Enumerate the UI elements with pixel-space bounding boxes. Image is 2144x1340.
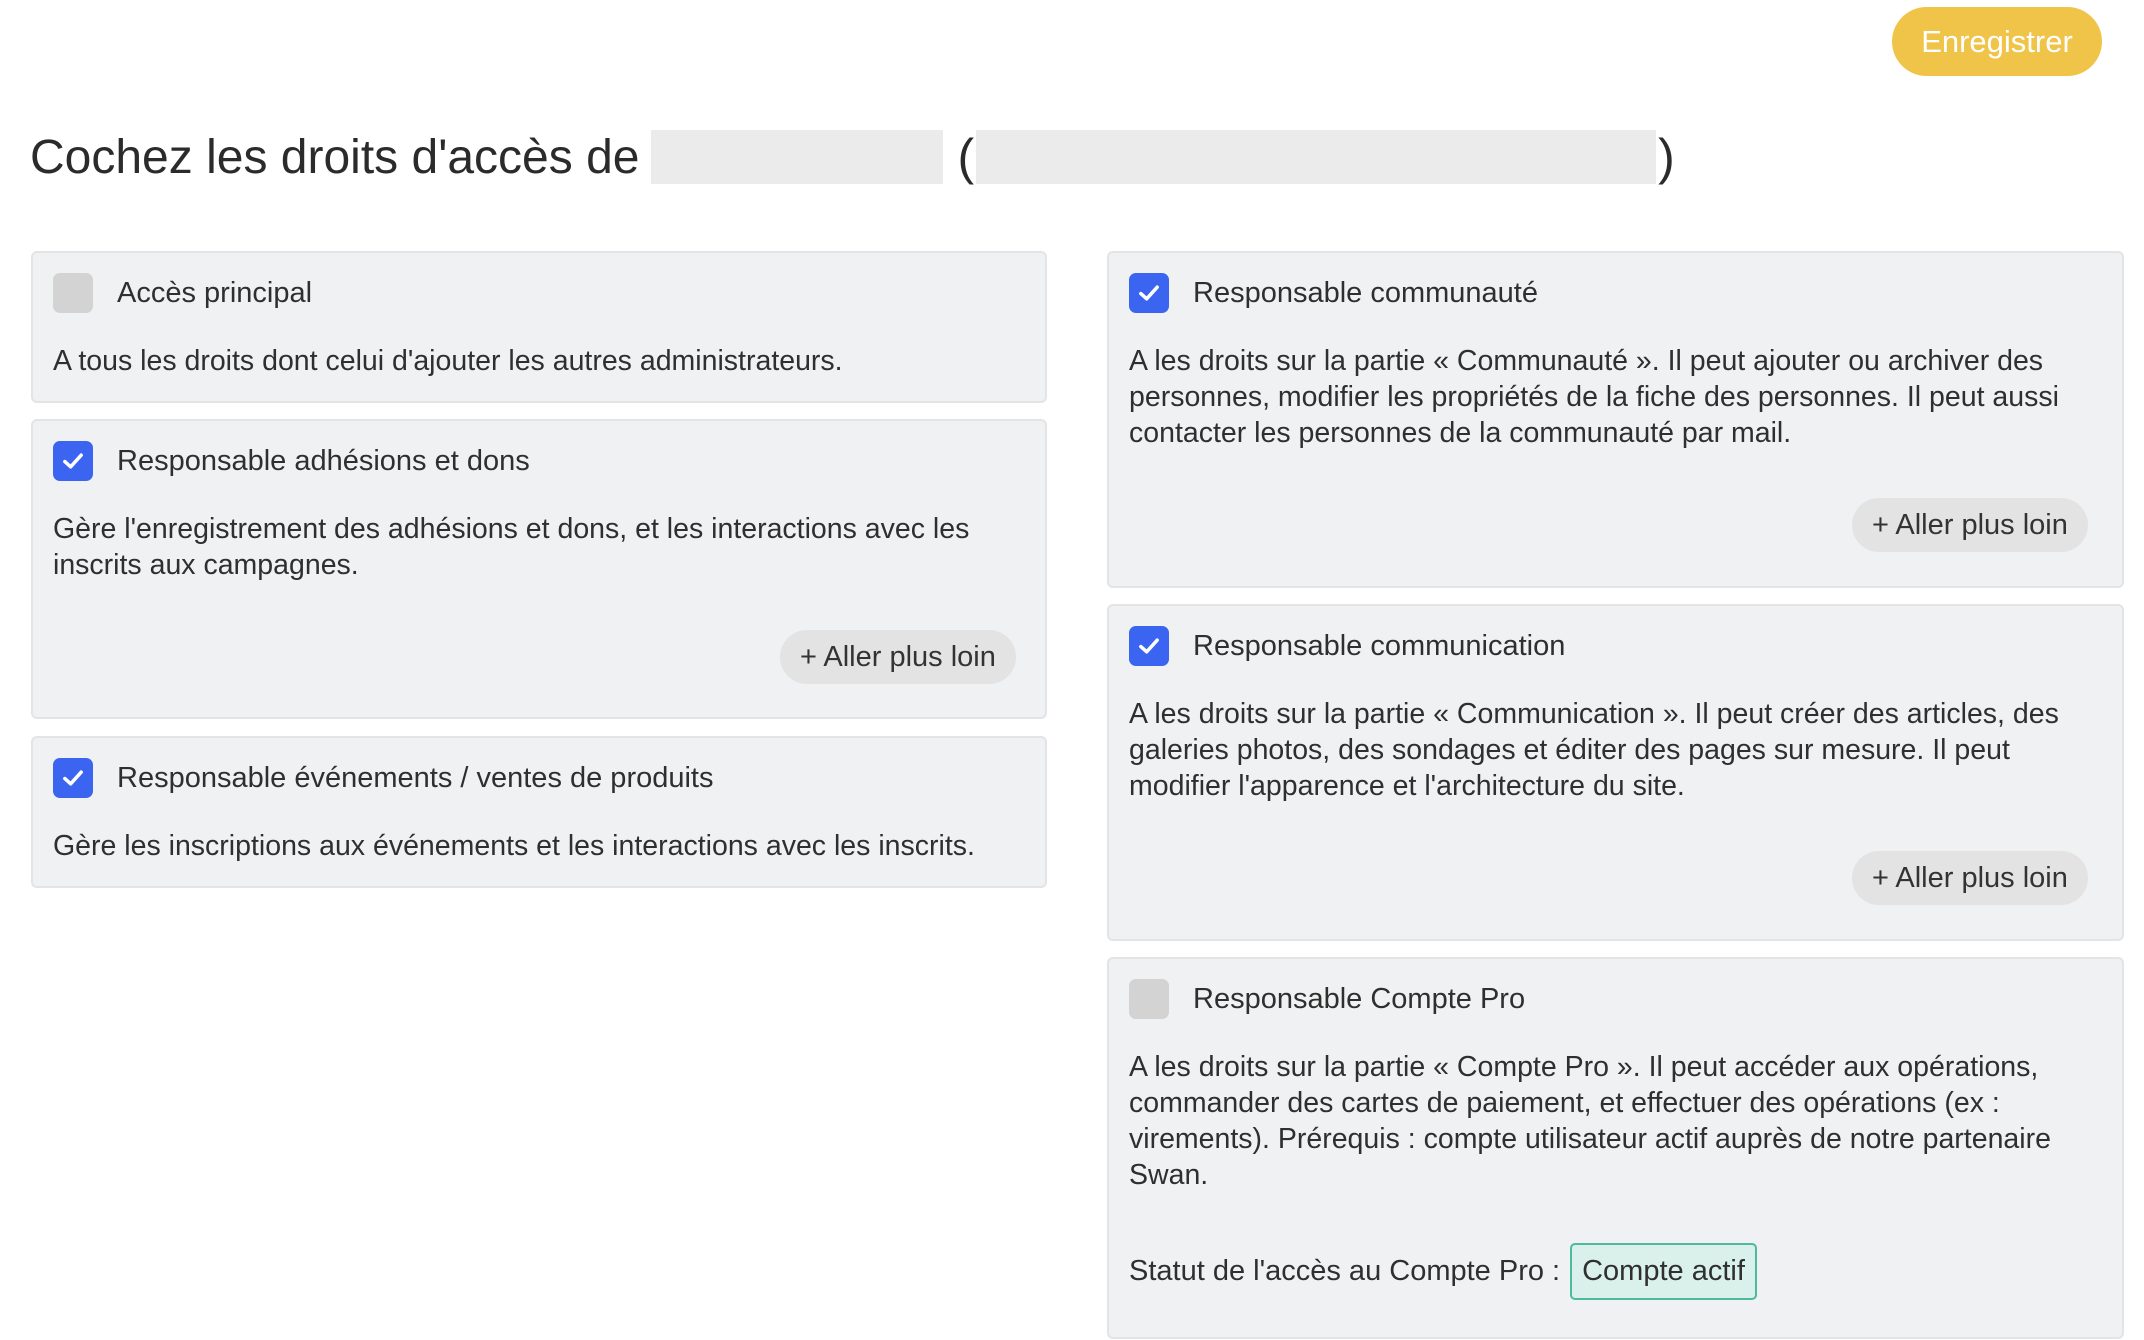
role-card-adhesions	[31, 419, 1047, 719]
redacted-user-name	[651, 130, 943, 184]
role-title: Responsable adhésions et dons	[117, 444, 530, 477]
checkmark-icon	[1135, 632, 1163, 660]
role-card-communication	[1107, 604, 2124, 941]
checkbox-principal[interactable]	[53, 273, 93, 313]
save-button[interactable]: Enregistrer	[1892, 7, 2102, 76]
checkbox-compte-pro[interactable]	[1129, 979, 1169, 1019]
role-card-communaute	[1107, 251, 2124, 588]
role-description: A les droits sur la partie « Communication ». Il peut créer des articles, des galeries photos, des sondages et éditer des pages sur mesure. Il peut modifier l'apparence et l'architecture du site.	[1129, 698, 2059, 802]
checkbox-adhesions[interactable]	[53, 441, 93, 481]
checkmark-icon	[1135, 279, 1163, 307]
role-title: Responsable communication	[1193, 629, 1566, 662]
role-description: A les droits sur la partie « Communauté ». Il peut ajouter ou archiver des personnes, modifier les propriétés de la fiche des personnes. Il peut aussi contacter les personnes de la communauté par mail.	[1129, 345, 2059, 449]
role-card-evenements	[31, 736, 1047, 888]
checkmark-icon	[59, 447, 87, 475]
role-card-compte-pro	[1107, 957, 2124, 1339]
status-badge: Compte actif	[1570, 1243, 1757, 1300]
redacted-user-email	[976, 130, 1656, 184]
status-label: Statut de l'accès au Compte Pro :	[1129, 1255, 1561, 1287]
role-title: Accès principal	[117, 276, 313, 309]
aller-plus-loin-button[interactable]: + Aller plus loin	[1852, 498, 2088, 552]
checkbox-communaute[interactable]	[1129, 273, 1169, 313]
close-paren: )	[1658, 129, 1675, 185]
role-description: Gère les inscriptions aux événements et les interactions avec les inscrits.	[53, 830, 975, 862]
aller-plus-loin-button[interactable]: + Aller plus loin	[780, 630, 1016, 684]
role-description: A tous les droits dont celui d'ajouter les autres administrateurs.	[53, 345, 843, 377]
page-title	[30, 128, 1675, 186]
role-card-principal	[31, 251, 1047, 403]
role-title: Responsable communauté	[1193, 276, 1538, 309]
checkmark-icon	[59, 764, 87, 792]
role-description: A les droits sur la partie « Compte Pro ». Il peut accéder aux opérations, commander des cartes de paiement, et effectuer des opérations (ex : virements). Prérequis : compte utilisateur actif auprès de notre partenaire Swan.	[1129, 1051, 2051, 1191]
checkbox-communication[interactable]	[1129, 626, 1169, 666]
compte-pro-status-row	[1129, 1243, 1757, 1300]
role-title: Responsable Compte Pro	[1193, 982, 1526, 1015]
role-title: Responsable événements / ventes de produits	[117, 761, 714, 794]
open-paren: (	[957, 129, 975, 185]
aller-plus-loin-button[interactable]: + Aller plus loin	[1852, 851, 2088, 905]
role-description: Gère l'enregistrement des adhésions et dons, et les interactions avec les inscrits aux campagnes.	[53, 513, 970, 581]
checkbox-evenements[interactable]	[53, 758, 93, 798]
page-title-text: Cochez les droits d'accès de	[30, 130, 640, 184]
